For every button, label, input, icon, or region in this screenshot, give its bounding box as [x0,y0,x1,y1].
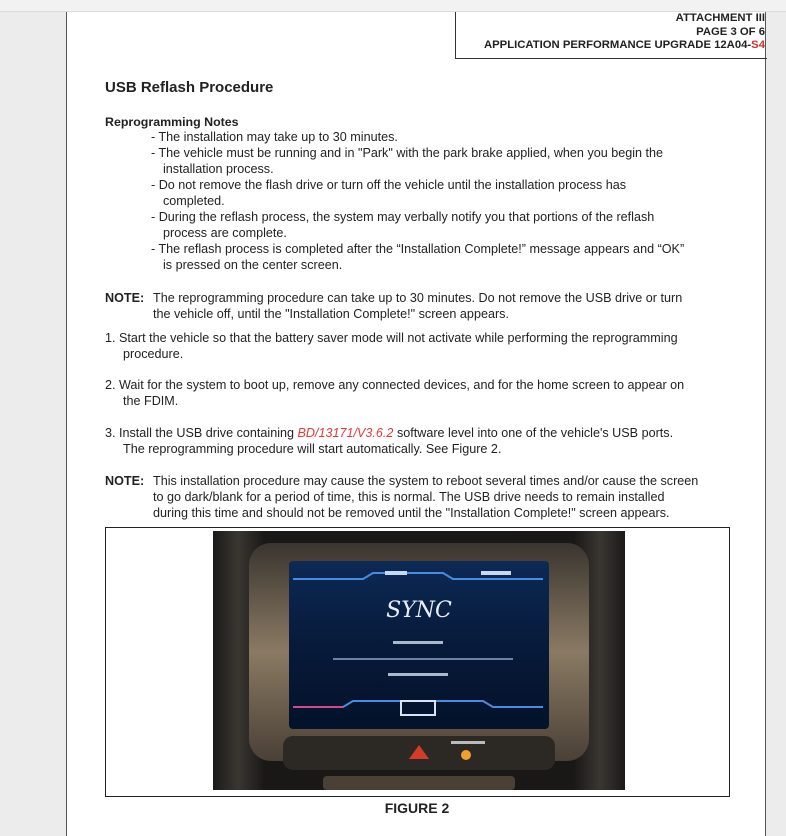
note-label: NOTE: [105,291,145,305]
sync-screen-photo [213,531,625,790]
step-2-cont: the FDIM. [123,394,179,408]
software-version: BD/13171/V3.6.2 [297,426,394,440]
step-1-cont: procedure. [123,347,184,361]
note-item: - Do not remove the flash drive or turn off the vehicle until the installation process has [151,178,627,192]
note-item-cont: process are complete. [163,226,287,240]
page-title: USB Reflash Procedure [105,79,274,96]
step-3: 3. Install the USB drive containing BD/13171/V3.6.2 software level into one of the vehicle's USB ports. [105,426,674,440]
dashboard-illustration [213,531,625,790]
note-item: - The installation may take up to 30 minutes. [151,130,398,144]
document-page [66,12,766,836]
attachment-label: ATTACHMENT III [675,12,765,24]
page-number: PAGE 3 OF 6 [696,25,765,38]
application-title: APPLICATION PERFORMANCE UPGRADE 12A04-S4 [483,39,765,51]
step-2: 2. Wait for the system to boot up, remove any connected devices, and for the home screen to appear on [105,378,685,392]
note-label: NOTE: [105,474,145,488]
revision-suffix: S4 [751,39,765,51]
indicator-light-icon [461,750,471,760]
step-1: 1. Start the vehicle so that the battery saver mode will not activate while performing the reprogramming [105,331,678,345]
note-text: This installation procedure may cause the system to reboot several times and/or cause the screen [153,474,699,488]
sync-logo-text: SYNC [386,598,452,623]
note-item-cont: completed. [163,194,225,208]
note-item: - During the reflash process, the system may verbally notify you that portions of the reflash [151,210,655,224]
note-text: during this time and should not be removed until the "Installation Complete!" screen appears. [153,506,670,520]
attachment-header-box [455,12,767,59]
step-3-cont: The reprogramming procedure will start automatically. See Figure 2. [123,442,502,456]
note-text: The reprogramming procedure can take up to 30 minutes. Do not remove the USB drive or turn [153,291,683,305]
note-text: to go dark/blank for a period of time, this is normal. The USB drive needs to remain installed [153,490,665,504]
viewer-top-bar [0,0,786,12]
note-item-cont: installation process. [163,162,274,176]
figure-frame [105,527,730,797]
note-item-cont: is pressed on the center screen. [163,258,343,272]
figure-caption: FIGURE 2 [384,800,450,816]
note-item: - The vehicle must be running and in "Park" with the park brake applied, when you begin the [151,146,664,160]
display-screen [289,561,549,729]
notes-heading: Reprogramming Notes [105,115,239,129]
note-text: the vehicle off, until the "Installation Complete!" screen appears. [153,307,509,321]
note-item: - The reflash process is completed after the “Installation Complete!” message appears and “OK” [151,242,685,256]
